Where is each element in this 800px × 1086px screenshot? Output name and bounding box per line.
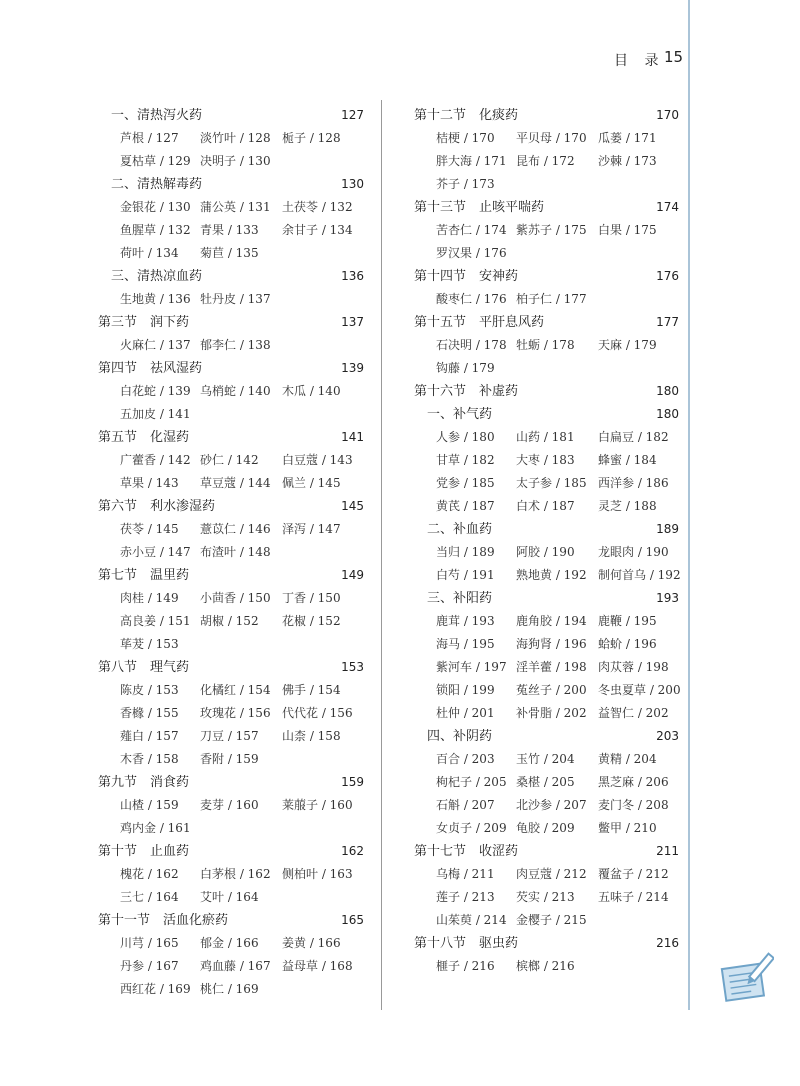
toc-herb-entry: 肉桂 / 149 [120, 591, 179, 605]
toc-entry-row [98, 196, 364, 219]
toc-herb-entry: 香橼 / 155 [120, 706, 179, 720]
toc-herb-entry: 太子参 / 185 [516, 476, 587, 490]
margin-rule [688, 0, 690, 1010]
toc-entry-row [414, 610, 679, 633]
toc-herb-entry: 栀子 / 128 [282, 131, 341, 145]
toc-entry-row [98, 955, 364, 978]
toc-herb-entry: 淫羊藿 / 198 [516, 660, 587, 674]
notebook-pen-icon [716, 952, 774, 1010]
toc-herb-entry: 香附 / 159 [200, 752, 259, 766]
toc-herb-entry: 牡丹皮 / 137 [200, 292, 271, 306]
toc-heading-page: 139 [341, 361, 364, 375]
toc-right-column [414, 104, 679, 978]
toc-entry-row [98, 679, 364, 702]
toc-entry-row [414, 863, 679, 886]
toc-herb-entry: 西洋参 / 186 [598, 476, 669, 490]
toc-herb-entry: 薏苡仁 / 146 [200, 522, 271, 536]
toc-herb-entry: 五味子 / 214 [598, 890, 669, 904]
toc-subsection-heading [414, 587, 679, 610]
toc-herb-entry: 郁李仁 / 138 [200, 338, 271, 352]
toc-entry-row [414, 449, 679, 472]
toc-section-heading [98, 564, 364, 587]
toc-herb-entry: 鱼腥草 / 132 [120, 223, 191, 237]
toc-herb-entry: 黄芪 / 187 [436, 499, 495, 513]
toc-herb-entry: 钩藤 / 179 [436, 361, 495, 375]
toc-herb-entry: 山柰 / 158 [282, 729, 341, 743]
toc-herb-entry: 麦门冬 / 208 [598, 798, 669, 812]
toc-entry-row [414, 288, 679, 311]
toc-heading-page: 174 [656, 200, 679, 214]
toc-herb-entry: 白果 / 175 [598, 223, 657, 237]
toc-herb-entry: 丁香 / 150 [282, 591, 341, 605]
toc-heading-page: 189 [656, 522, 679, 536]
toc-herb-entry: 赤小豆 / 147 [120, 545, 191, 559]
toc-entry-row [98, 610, 364, 633]
toc-herb-entry: 荜茇 / 153 [120, 637, 179, 651]
column-divider [381, 100, 382, 1010]
toc-heading-page: 203 [656, 729, 679, 743]
toc-heading-page: 137 [341, 315, 364, 329]
toc-herb-entry: 刀豆 / 157 [200, 729, 259, 743]
toc-herb-entry: 玉竹 / 204 [516, 752, 575, 766]
toc-heading-page: 149 [341, 568, 364, 582]
toc-herb-entry: 海马 / 195 [436, 637, 495, 651]
toc-heading-page: 159 [341, 775, 364, 789]
toc-herb-entry: 五加皮 / 141 [120, 407, 191, 421]
toc-herb-entry: 天麻 / 179 [598, 338, 657, 352]
toc-entry-row [414, 173, 679, 196]
toc-herb-entry: 代代花 / 156 [282, 706, 353, 720]
toc-entry-row [414, 127, 679, 150]
toc-herb-entry: 益智仁 / 202 [598, 706, 669, 720]
toc-herb-entry: 枸杞子 / 205 [436, 775, 507, 789]
toc-herb-entry: 芡实 / 213 [516, 890, 575, 904]
toc-entry-row [414, 426, 679, 449]
toc-heading-page: 180 [656, 384, 679, 398]
toc-herb-entry: 生地黄 / 136 [120, 292, 191, 306]
toc-herb-entry: 灵芝 / 188 [598, 499, 657, 513]
toc-herb-entry: 桃仁 / 169 [200, 982, 259, 996]
toc-heading-page: 176 [656, 269, 679, 283]
toc-entry-row [98, 449, 364, 472]
toc-herb-entry: 金银花 / 130 [120, 200, 191, 214]
toc-entry-row [98, 886, 364, 909]
toc-heading-page: 177 [656, 315, 679, 329]
toc-herb-entry: 鳖甲 / 210 [598, 821, 657, 835]
toc-herb-entry: 高良姜 / 151 [120, 614, 191, 628]
toc-herb-entry: 菊苣 / 135 [200, 246, 259, 260]
toc-herb-entry: 瓜蒌 / 171 [598, 131, 657, 145]
toc-herb-entry: 荷叶 / 134 [120, 246, 179, 260]
toc-herb-entry: 熟地黄 / 192 [516, 568, 587, 582]
toc-entry-row [414, 955, 679, 978]
toc-entry-row [414, 564, 679, 587]
toc-subsection-heading [414, 518, 679, 541]
toc-herb-entry: 黄精 / 204 [598, 752, 657, 766]
toc-heading-title: 第五节 化湿药 [98, 430, 190, 445]
toc-section-heading [98, 909, 364, 932]
toc-entry-row [98, 978, 364, 1001]
toc-herb-entry: 北沙参 / 207 [516, 798, 587, 812]
toc-herb-entry: 白扁豆 / 182 [598, 430, 669, 444]
toc-heading-page: 127 [341, 108, 364, 122]
toc-herb-entry: 山楂 / 159 [120, 798, 179, 812]
toc-section-heading [98, 426, 364, 449]
toc-herb-entry: 化橘红 / 154 [200, 683, 271, 697]
toc-entry-row [98, 725, 364, 748]
toc-herb-entry: 锁阳 / 199 [436, 683, 495, 697]
toc-herb-entry: 泽泻 / 147 [282, 522, 341, 536]
toc-herb-entry: 胖大海 / 171 [436, 154, 507, 168]
toc-entry-row [98, 472, 364, 495]
toc-subsection-heading [414, 403, 679, 426]
toc-herb-entry: 白芍 / 191 [436, 568, 495, 582]
toc-herb-entry: 白术 / 187 [516, 499, 575, 513]
toc-section-heading [414, 932, 679, 955]
toc-herb-entry: 冬虫夏草 / 200 [598, 683, 681, 697]
toc-herb-entry: 牡蛎 / 178 [516, 338, 575, 352]
toc-herb-entry: 柏子仁 / 177 [516, 292, 587, 306]
toc-entry-row [414, 817, 679, 840]
toc-herb-entry: 余甘子 / 134 [282, 223, 353, 237]
toc-herb-entry: 草豆蔻 / 144 [200, 476, 271, 490]
toc-section-heading [414, 104, 679, 127]
toc-herb-entry: 石斛 / 207 [436, 798, 495, 812]
toc-section-heading [98, 311, 364, 334]
toc-herb-entry: 小茴香 / 150 [200, 591, 271, 605]
toc-heading-page: 216 [656, 936, 679, 950]
toc-herb-entry: 麦芽 / 160 [200, 798, 259, 812]
toc-herb-entry: 白豆蔻 / 143 [282, 453, 353, 467]
toc-entry-row [98, 518, 364, 541]
toc-entry-row [98, 403, 364, 426]
toc-entry-row [414, 541, 679, 564]
toc-heading-title: 第三节 润下药 [98, 315, 190, 330]
toc-herb-entry: 肉豆蔻 / 212 [516, 867, 587, 881]
toc-herb-entry: 甘草 / 182 [436, 453, 495, 467]
toc-herb-entry: 酸枣仁 / 176 [436, 292, 507, 306]
toc-section-heading [414, 265, 679, 288]
toc-herb-entry: 广藿香 / 142 [120, 453, 191, 467]
toc-heading-title: 第十五节 平肝息风药 [414, 315, 545, 330]
toc-heading-title: 一、补气药 [427, 407, 493, 422]
toc-heading-page: 141 [341, 430, 364, 444]
toc-heading-page: 130 [341, 177, 364, 191]
toc-herb-entry: 龟胶 / 209 [516, 821, 575, 835]
toc-herb-entry: 布渣叶 / 148 [200, 545, 271, 559]
toc-subsection-heading [98, 265, 364, 288]
toc-herb-entry: 淡竹叶 / 128 [200, 131, 271, 145]
toc-subsection-heading [98, 104, 364, 127]
toc-heading-title: 第十二节 化痰药 [414, 108, 519, 123]
toc-heading-title: 四、补阴药 [427, 729, 493, 744]
toc-herb-entry: 海狗肾 / 196 [516, 637, 587, 651]
toc-entry-row [414, 679, 679, 702]
toc-herb-entry: 人参 / 180 [436, 430, 495, 444]
toc-herb-entry: 大枣 / 183 [516, 453, 575, 467]
toc-heading-title: 第九节 消食药 [98, 775, 190, 790]
toc-herb-entry: 金樱子 / 215 [516, 913, 587, 927]
toc-heading-title: 第六节 利水渗湿药 [98, 499, 216, 514]
toc-entry-row [98, 288, 364, 311]
toc-herb-entry: 土茯苓 / 132 [282, 200, 353, 214]
toc-herb-entry: 乌梢蛇 / 140 [200, 384, 271, 398]
toc-herb-entry: 党参 / 185 [436, 476, 495, 490]
toc-herb-entry: 蒲公英 / 131 [200, 200, 271, 214]
toc-herb-entry: 鹿茸 / 193 [436, 614, 495, 628]
toc-herb-entry: 杜仲 / 201 [436, 706, 495, 720]
toc-heading-title: 二、清热解毒药 [111, 177, 203, 192]
toc-herb-entry: 佛手 / 154 [282, 683, 341, 697]
toc-heading-title: 第十一节 活血化瘀药 [98, 913, 229, 928]
toc-herb-entry: 昆布 / 172 [516, 154, 575, 168]
toc-herb-entry: 桑椹 / 205 [516, 775, 575, 789]
toc-herb-entry: 姜黄 / 166 [282, 936, 341, 950]
toc-section-heading [98, 840, 364, 863]
toc-herb-entry: 青果 / 133 [200, 223, 259, 237]
toc-section-heading [414, 311, 679, 334]
toc-herb-entry: 艾叶 / 164 [200, 890, 259, 904]
toc-heading-title: 二、补血药 [427, 522, 493, 537]
toc-herb-entry: 决明子 / 130 [200, 154, 271, 168]
toc-herb-entry: 莱菔子 / 160 [282, 798, 353, 812]
toc-entry-row [414, 472, 679, 495]
toc-herb-entry: 西红花 / 169 [120, 982, 191, 996]
toc-heading-title: 第八节 理气药 [98, 660, 190, 675]
toc-herb-entry: 黑芝麻 / 206 [598, 775, 669, 789]
toc-section-heading [414, 840, 679, 863]
toc-heading-page: 165 [341, 913, 364, 927]
toc-herb-entry: 木瓜 / 140 [282, 384, 341, 398]
toc-entry-row [414, 748, 679, 771]
toc-entry-row [98, 219, 364, 242]
toc-entry-row [98, 702, 364, 725]
toc-herb-entry: 菟丝子 / 200 [516, 683, 587, 697]
toc-entry-row [98, 817, 364, 840]
toc-entry-row [414, 219, 679, 242]
toc-herb-entry: 沙棘 / 173 [598, 154, 657, 168]
toc-entry-row [98, 863, 364, 886]
toc-heading-page: 136 [341, 269, 364, 283]
toc-entry-row [414, 909, 679, 932]
toc-herb-entry: 乌梅 / 211 [436, 867, 495, 881]
toc-herb-entry: 当归 / 189 [436, 545, 495, 559]
toc-herb-entry: 覆盆子 / 212 [598, 867, 669, 881]
toc-entry-row [98, 242, 364, 265]
toc-herb-entry: 槟榔 / 216 [516, 959, 575, 973]
toc-herb-entry: 陈皮 / 153 [120, 683, 179, 697]
toc-herb-entry: 玫瑰花 / 156 [200, 706, 271, 720]
toc-entry-row [414, 495, 679, 518]
toc-herb-entry: 芦根 / 127 [120, 131, 179, 145]
toc-herb-entry: 紫苏子 / 175 [516, 223, 587, 237]
toc-subsection-heading [414, 725, 679, 748]
toc-herb-entry: 制何首乌 / 192 [598, 568, 681, 582]
toc-section-heading [414, 380, 679, 403]
toc-heading-title: 一、清热泻火药 [111, 108, 203, 123]
toc-herb-entry: 火麻仁 / 137 [120, 338, 191, 352]
toc-entry-row [414, 702, 679, 725]
toc-section-heading [98, 357, 364, 380]
toc-herb-entry: 补骨脂 / 202 [516, 706, 587, 720]
toc-herb-entry: 侧柏叶 / 163 [282, 867, 353, 881]
toc-herb-entry: 鹿角胶 / 194 [516, 614, 587, 628]
toc-herb-entry: 平贝母 / 170 [516, 131, 587, 145]
toc-heading-page: 211 [656, 844, 679, 858]
toc-section-heading [98, 495, 364, 518]
toc-heading-title: 第十三节 止咳平喘药 [414, 200, 545, 215]
toc-entry-row [414, 242, 679, 265]
toc-heading-title: 第十四节 安神药 [414, 269, 519, 284]
toc-heading-page: 180 [656, 407, 679, 421]
toc-herb-entry: 罗汉果 / 176 [436, 246, 507, 260]
toc-herb-entry: 芥子 / 173 [436, 177, 495, 191]
toc-entry-row [98, 541, 364, 564]
toc-herb-entry: 桔梗 / 170 [436, 131, 495, 145]
toc-heading-title: 第十六节 补虚药 [414, 384, 519, 399]
toc-herb-entry: 鸡内金 / 161 [120, 821, 191, 835]
toc-entry-row [414, 771, 679, 794]
toc-left-column [98, 104, 364, 1001]
toc-heading-title: 三、补阳药 [427, 591, 493, 606]
toc-heading-title: 第十八节 驱虫药 [414, 936, 519, 951]
toc-herb-entry: 龙眼肉 / 190 [598, 545, 669, 559]
toc-entry-row [98, 150, 364, 173]
toc-herb-entry: 茯苓 / 145 [120, 522, 179, 536]
toc-entry-row [98, 633, 364, 656]
toc-entry-row [414, 334, 679, 357]
toc-subsection-heading [98, 173, 364, 196]
toc-herb-entry: 女贞子 / 209 [436, 821, 507, 835]
toc-herb-entry: 佩兰 / 145 [282, 476, 341, 490]
toc-herb-entry: 三七 / 164 [120, 890, 179, 904]
toc-heading-title: 第十七节 收涩药 [414, 844, 519, 859]
toc-entry-row [414, 886, 679, 909]
toc-herb-entry: 蛤蚧 / 196 [598, 637, 657, 651]
toc-herb-entry: 莲子 / 213 [436, 890, 495, 904]
toc-entry-row [414, 794, 679, 817]
toc-heading-page: 170 [656, 108, 679, 122]
toc-entry-row [414, 633, 679, 656]
toc-herb-entry: 胡椒 / 152 [200, 614, 259, 628]
header-title: 目 录 [614, 53, 665, 69]
toc-heading-page: 145 [341, 499, 364, 513]
toc-herb-entry: 白茅根 / 162 [200, 867, 271, 881]
page-number: 15 [664, 48, 684, 66]
toc-herb-entry: 夏枯草 / 129 [120, 154, 191, 168]
toc-herb-entry: 木香 / 158 [120, 752, 179, 766]
toc-entry-row [98, 587, 364, 610]
toc-herb-entry: 川芎 / 165 [120, 936, 179, 950]
toc-herb-entry: 砂仁 / 142 [200, 453, 259, 467]
toc-section-heading [414, 196, 679, 219]
toc-herb-entry: 鸡血藤 / 167 [200, 959, 271, 973]
toc-herb-entry: 草果 / 143 [120, 476, 179, 490]
toc-entry-row [98, 380, 364, 403]
toc-heading-page: 162 [341, 844, 364, 858]
toc-entry-row [98, 794, 364, 817]
toc-herb-entry: 蜂蜜 / 184 [598, 453, 657, 467]
toc-herb-entry: 白花蛇 / 139 [120, 384, 191, 398]
toc-herb-entry: 山茱萸 / 214 [436, 913, 507, 927]
toc-section-heading [98, 771, 364, 794]
running-header [598, 48, 683, 70]
toc-herb-entry: 肉苁蓉 / 198 [598, 660, 669, 674]
toc-herb-entry: 薤白 / 157 [120, 729, 179, 743]
toc-entry-row [98, 127, 364, 150]
toc-entry-row [414, 357, 679, 380]
toc-entry-row [98, 334, 364, 357]
toc-herb-entry: 百合 / 203 [436, 752, 495, 766]
toc-herb-entry: 榧子 / 216 [436, 959, 495, 973]
toc-herb-entry: 石决明 / 178 [436, 338, 507, 352]
toc-entry-row [98, 932, 364, 955]
toc-entry-row [414, 150, 679, 173]
toc-section-heading [98, 656, 364, 679]
toc-heading-title: 第四节 祛风湿药 [98, 361, 203, 376]
toc-herb-entry: 花椒 / 152 [282, 614, 341, 628]
toc-heading-page: 193 [656, 591, 679, 605]
toc-herb-entry: 郁金 / 166 [200, 936, 259, 950]
toc-herb-entry: 苦杏仁 / 174 [436, 223, 507, 237]
toc-heading-title: 三、清热凉血药 [111, 269, 203, 284]
toc-herb-entry: 阿胶 / 190 [516, 545, 575, 559]
toc-herb-entry: 槐花 / 162 [120, 867, 179, 881]
toc-herb-entry: 山药 / 181 [516, 430, 575, 444]
toc-heading-title: 第十节 止血药 [98, 844, 190, 859]
toc-heading-page: 153 [341, 660, 364, 674]
toc-herb-entry: 鹿鞭 / 195 [598, 614, 657, 628]
toc-entry-row [98, 748, 364, 771]
toc-entry-row [414, 656, 679, 679]
toc-herb-entry: 紫河车 / 197 [436, 660, 507, 674]
toc-heading-title: 第七节 温里药 [98, 568, 190, 583]
toc-herb-entry: 丹参 / 167 [120, 959, 179, 973]
toc-herb-entry: 益母草 / 168 [282, 959, 353, 973]
